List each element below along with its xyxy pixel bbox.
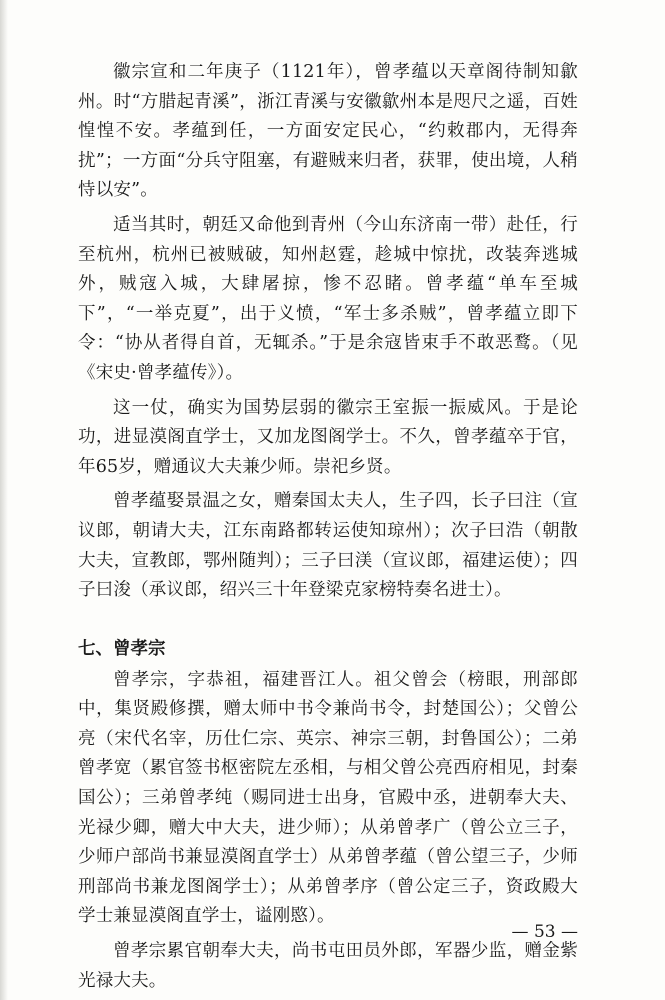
page-number: — 53 —	[511, 922, 578, 942]
paragraph-promotion: 这一仗，确实为国势层弱的徽宗王室振一振威风。于是论功，进显漠阁直学士，又加龙图阁学士。不久，曾孝蕴卒于官，年65岁，赠通议大夫兼少师。崇祀乡贤。	[78, 397, 578, 477]
page-body	[78, 58, 578, 996]
paragraph-zeng-xiaozong-career: 曾孝宗累官朝奉大夫，尚书屯田员外郎，军器少监，赠金紫光禄大夫。	[78, 941, 578, 991]
scan-edge-shadow	[0, 0, 8, 1000]
section-heading: 七、曾孝宗	[78, 638, 166, 659]
paragraph-family: 曾孝蕴娶景温之女，赠秦国太夫人，生子四，长子曰注（宣议郎，朝请大夫，江东南路都转运使知琼州）；次子曰浩（朝散大夫，宣教郎，鄂州随判）；三子曰渼（宣议郎，福建运使）；四子曰浚（承议郎，绍兴三十年登梁克家榜特奏名进士）。	[78, 491, 578, 601]
paragraph-shezhou: 徽宗宣和二年庚子（1121年），曾孝蕴以天章阁待制知歙州。时“方腊起青溪”，浙江青溪与安徽歙州本是咫尺之遥，百姓惶惶不安。孝蕴到任，一方面安定民心，“约敕郡内，无得奔扰”；一方面“分兵守阻塞，有避贼来归者，获罪，使出境，人稍恃以安”。	[78, 62, 578, 201]
paragraph-hangzhou: 适当其时，朝廷又命他到青州（今山东济南一带）赴任，行至杭州，杭州已被贼破，知州赵霆，趁城中惊扰，改装奔逃城外，贼寇入城，大肆屠掠，惨不忍睹。曾孝蕴“单车至城下”，“一举克夏”，出于义愤，“军士多杀贼”，曾孝蕴立即下令：“协从者得自首，无辄杀。”于是余寇皆束手不敢恶鹜。（见《宋史·曾孝蕴传》）。	[78, 214, 578, 383]
paragraph-zeng-xiaozong-lineage: 曾孝宗，字恭祖，福建晋江人。祖父曾会（榜眼，刑部郎中，集贤殿修撰，赠太师中书令兼尚书令，封楚国公）；父曾公亮（宋代名宰，历仕仁宗、英宗、神宗三朝，封鲁国公）；二弟曾孝宽（累官签书枢密院左丞相，与相父曾公亮西府相见，封秦国公）；三弟曾孝纯（赐同进士出身，官殿中丞，进朝奉大夫、光禄少卿，赠大中大夫，进少师）；从弟曾孝广（曾公立三子，少师户部尚书兼显漠阁直学士）从弟曾孝蕴（曾公望三子，少师刑部尚书兼龙图阁学士）；从弟曾孝序（曾公定三子，资政殿大学士兼显漠阁直学士，谥刚愍）。	[78, 669, 578, 927]
section-spacer	[78, 606, 578, 634]
